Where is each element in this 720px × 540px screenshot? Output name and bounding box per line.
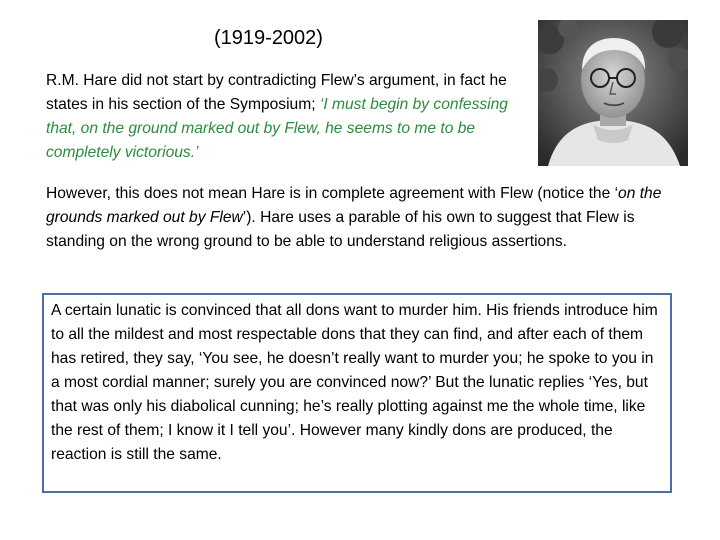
portrait-photo [538, 20, 688, 166]
slide-heading: (1919-2002) [214, 27, 323, 49]
parable-text: A certain lunatic is convinced that all dons want to murder him. His friends introduce him to all the mildest and most respectable dons that they can find, and after each of them has retired, they say, ‘You see, he doesn’t really want to murder you; he spoke to you in a most cordial manner; surely you are convinced now?’ But the lunatic replies ‘Yes, but that was only his diabolical cunning; he’s really plotting against me the whole time, like the rest of them; I know it I tell you’. However many kindly dons are produced, the reaction is still the same. [51, 302, 658, 463]
body-emphasis: on the grounds marked out by Flew [46, 185, 662, 226]
portrait-photo-icon [538, 20, 688, 166]
parable-box [42, 293, 672, 493]
body-text-part1: However, this does not mean Hare is in complete agreement with Flew (notice the ‘ [46, 185, 619, 202]
intro-paragraph [46, 69, 508, 165]
hare-quote: ‘I must begin by confessing that, on the ground marked out by Flew, he seems to me to be completely victorious.’ [46, 96, 508, 161]
intro-text: R.M. Hare did not start by contradicting Flew’s argument, in fact he states in his section of the Symposium; [46, 72, 507, 113]
body-paragraph [46, 182, 686, 254]
body-text-part2: ’). Hare uses a parable of his own to suggest that Flew is standing on the wrong ground to be able to understand religious assertions. [46, 209, 635, 250]
